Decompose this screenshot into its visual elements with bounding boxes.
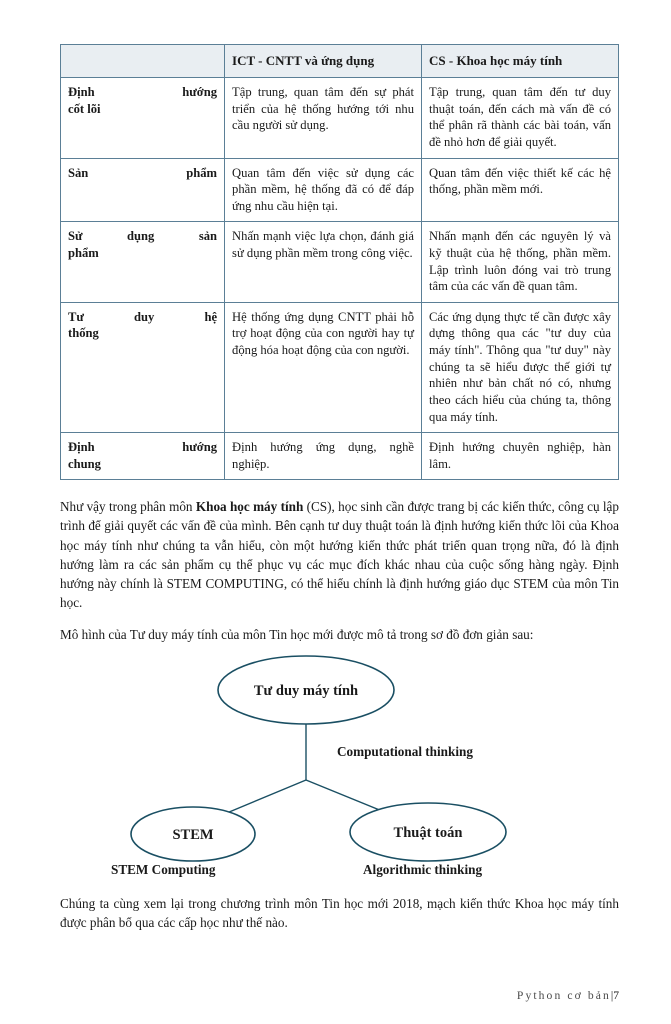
cell-ict: Nhấn mạnh việc lựa chọn, đánh giá sử dụng phần mềm trong công việc. xyxy=(225,222,422,302)
table-row xyxy=(61,433,619,480)
table-row xyxy=(61,78,619,158)
cell-cs: Định hướng chuyên nghiệp, hàn lâm. xyxy=(422,433,619,480)
table-row xyxy=(61,302,619,432)
computational-thinking-diagram xyxy=(60,652,619,884)
footer-book-title: Python cơ bản xyxy=(516,989,611,1002)
cell-cs: Nhấn mạnh đến các nguyên lý và kỹ thuật của hệ thống, phần mềm. Lập trình luôn đóng vai trò trung tâm của các vấn đề quan tâm. xyxy=(422,222,619,302)
cell-ict: Hệ thống ứng dụng CNTT phải hỗ trợ hoạt động của con người hay tự động hóa hoạt động của con người. xyxy=(225,302,422,432)
row-label-line1: Tư duy hệ xyxy=(68,309,218,324)
row-label xyxy=(61,78,225,158)
paragraph-3: Chúng ta cùng xem lại trong chương trình môn Tin học mới 2018, mạch kiến thức Khoa học máy tính được phân bổ qua các cấp học như thế nào. xyxy=(60,896,619,931)
cell-ict: Tập trung, quan tâm đến sự phát triển của hệ thống hướng tới nhu cầu người sử dụng. xyxy=(225,78,422,158)
row-label xyxy=(61,222,225,302)
diagram-label-stem-computing: STEM Computing xyxy=(111,862,216,878)
paragraph-1 xyxy=(60,497,619,612)
table-row xyxy=(61,158,619,222)
diagram-label-algorithmic-thinking: Algorithmic thinking xyxy=(363,862,483,878)
cell-cs: Tập trung, quan tâm đến tư duy thuật toán, đến cách mà vấn đề có thể phân rã thành các bài toán, vấn đề nhỏ hơn để giải quyết. xyxy=(422,78,619,158)
footer-page-number: 7 xyxy=(613,989,619,1002)
row-label-line2: chung xyxy=(68,456,101,471)
table-header-ict: ICT - CNTT và ứng dụng xyxy=(225,45,422,78)
row-label xyxy=(61,302,225,432)
diagram-label-computational-thinking: Computational thinking xyxy=(337,744,473,760)
row-label xyxy=(61,158,225,222)
row-label xyxy=(61,433,225,480)
diagram-svg xyxy=(60,652,619,884)
paragraph-1-part-b: (CS), học sinh cần được trang bị các kiến thức, công cụ lập trình để giải quyết các vấn đề của mình. Bên cạnh tư duy thuật toán là định hướng kiến thức lõi của Khoa học máy tính như chúng ta vẫn hiểu, còn một hướng kiến thức phát triển quan trọng nữa, đó là định hướng làm ra các sản phẩm cụ thể phục vụ các mục đích khác nhau của cuộc sống hàng ngày. Định hướng này chính là STEM COMPUTING, có thể hiểu chính là định hướng giáo dục STEM của môn Tin học. xyxy=(60,499,619,611)
row-label-line1: Sử dụng sản xyxy=(68,229,218,244)
paragraph-1-bold: Khoa học máy tính xyxy=(195,499,304,515)
cell-ict: Quan tâm đến việc sử dụng các phần mềm, hệ thống đã có để đáp ứng nhu cầu hiện tại. xyxy=(225,158,422,222)
node-label-top: Tư duy máy tính xyxy=(253,683,359,700)
page-footer xyxy=(517,989,619,1002)
row-label-line2: thống xyxy=(68,326,99,341)
row-label-line1: Sản phẩm xyxy=(68,165,218,180)
table-header-blank xyxy=(61,45,225,78)
cell-cs: Quan tâm đến việc thiết kế các hệ thống, phần mềm mới. xyxy=(422,158,619,222)
table-header-row xyxy=(61,45,619,78)
row-label-line2: phẩm xyxy=(68,246,99,261)
row-label-line1: Định hướng xyxy=(68,85,218,100)
node-label-left: STEM xyxy=(172,827,214,844)
paragraph-2: Mô hình của Tư duy máy tính của môn Tin học mới được mô tả trong sơ đồ đơn giản sau: xyxy=(60,627,534,643)
cell-cs: Các ứng dụng thực tế cần được xây dựng thông qua các "tư duy của máy tính". Thông qua "tư duy" này chúng ta sẽ hiểu được thế giới tự nhiên như bản chất nó có, nhưng theo cách hiểu của chúng ta, thông qua máy tính. xyxy=(422,302,619,432)
cell-ict: Định hướng ứng dụng, nghề nghiệp. xyxy=(225,433,422,480)
node-label-right: Thuật toán xyxy=(393,825,463,842)
paragraph-1-part-a: Như vậy trong phân môn xyxy=(60,499,196,515)
table-header-cs: CS - Khoa học máy tính xyxy=(422,45,619,78)
row-label-line2: cốt lõi xyxy=(68,101,101,116)
row-label-line1: Định hướng xyxy=(68,440,218,455)
table-row xyxy=(61,222,619,302)
comparison-table xyxy=(60,44,619,480)
footer-separator: | xyxy=(610,989,614,1002)
